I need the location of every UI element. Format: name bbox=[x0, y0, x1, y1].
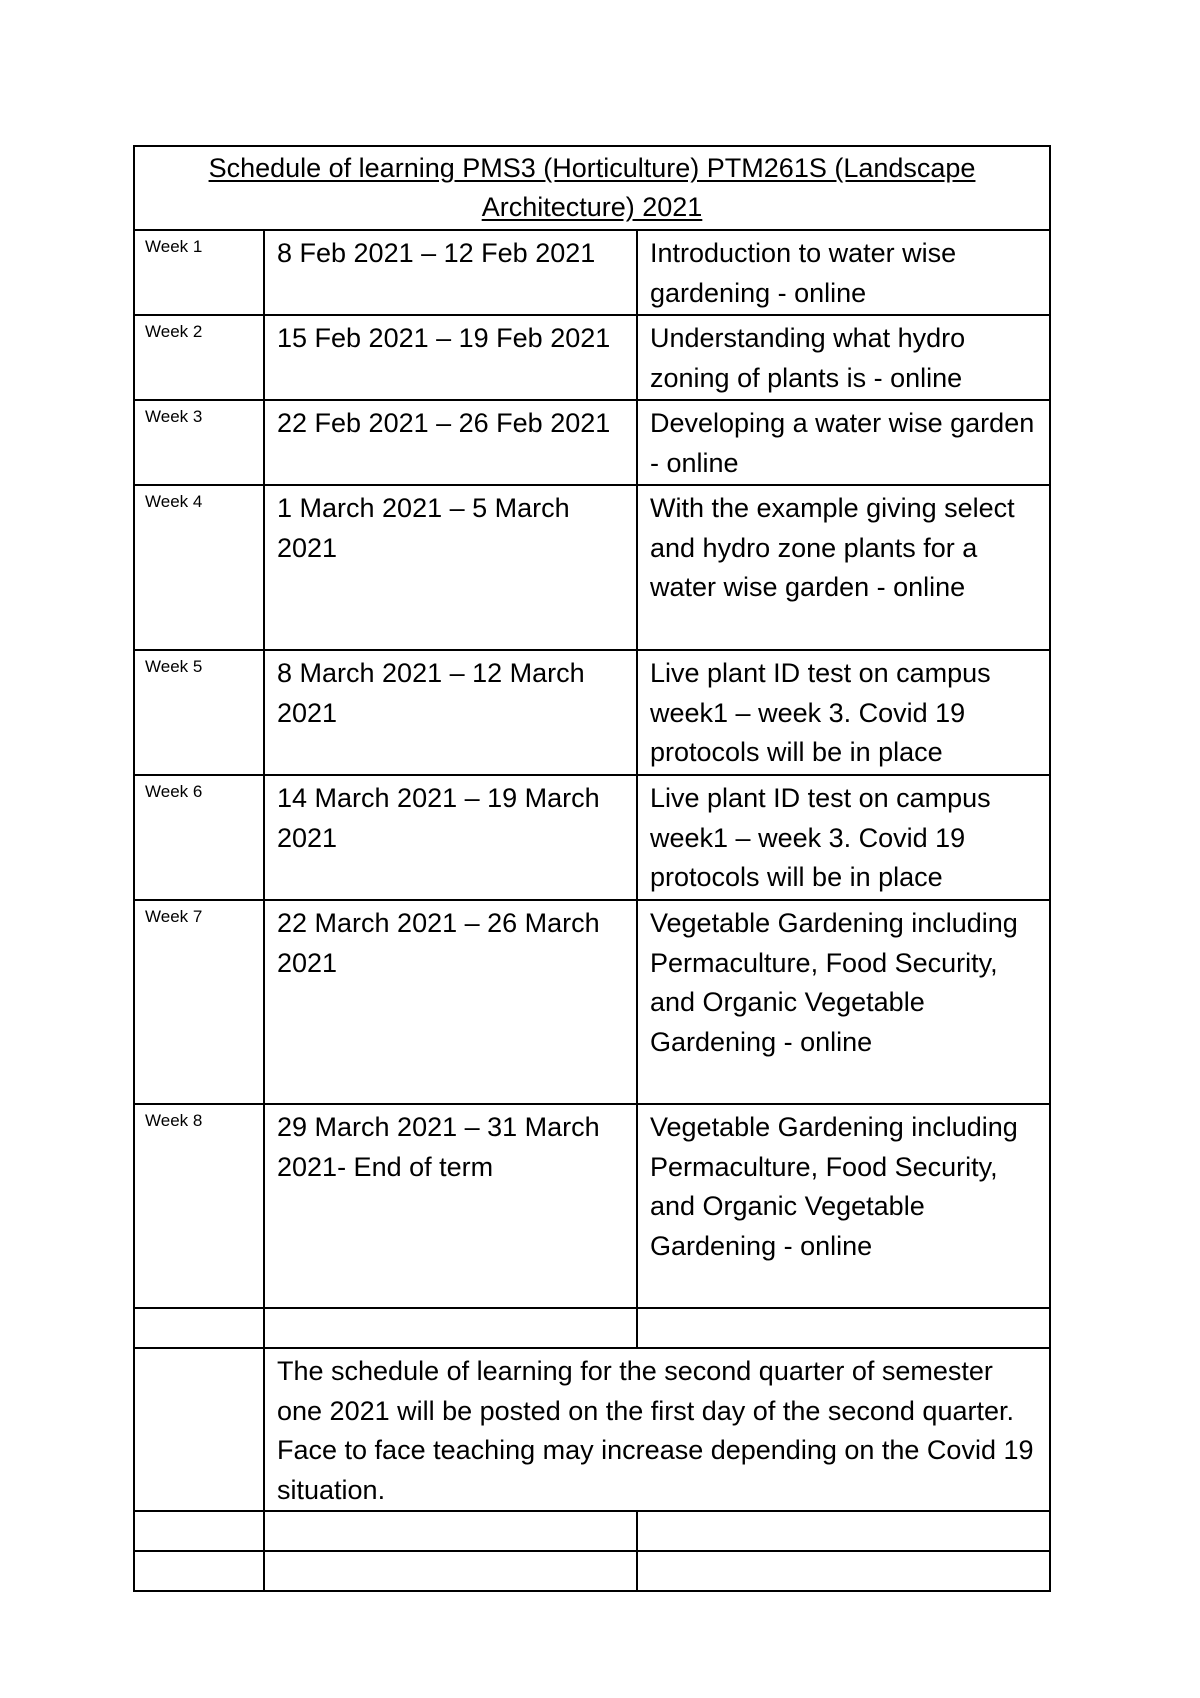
week-label: Week 6 bbox=[134, 775, 264, 900]
week-label: Week 3 bbox=[134, 400, 264, 485]
week-label: Week 5 bbox=[134, 650, 264, 775]
empty-cell bbox=[264, 1551, 637, 1591]
empty-cell bbox=[637, 1308, 1050, 1348]
week-topic: Vegetable Gardening including Permaculture, Food Security, and Organic Vegetable Gardening - online bbox=[637, 900, 1050, 1104]
empty-cell bbox=[637, 1511, 1050, 1551]
week-dates: 22 Feb 2021 – 26 Feb 2021 bbox=[264, 400, 637, 485]
week-dates: 8 March 2021 – 12 March 2021 bbox=[264, 650, 637, 775]
schedule-table bbox=[133, 145, 1051, 1592]
week-dates: 15 Feb 2021 – 19 Feb 2021 bbox=[264, 315, 637, 400]
schedule-title: Schedule of learning PMS3 (Horticulture) PTM261S (Landscape Architecture) 2021 bbox=[208, 153, 976, 222]
table-row bbox=[134, 230, 1050, 315]
week-label: Week 2 bbox=[134, 315, 264, 400]
empty-cell bbox=[134, 1348, 264, 1511]
empty-cell bbox=[264, 1308, 637, 1348]
title-cell bbox=[134, 146, 1050, 230]
week-label: Week 4 bbox=[134, 485, 264, 650]
empty-cell bbox=[134, 1551, 264, 1591]
empty-cell bbox=[264, 1511, 637, 1551]
table-row bbox=[134, 1104, 1050, 1308]
week-dates: 22 March 2021 – 26 March 2021 bbox=[264, 900, 637, 1104]
empty-row bbox=[134, 1308, 1050, 1348]
schedule-note: The schedule of learning for the second quarter of semester one 2021 will be posted on the first day of the second quarter. Face to face teaching may increase depending on the Covid 19 situation. bbox=[264, 1348, 1050, 1511]
title-row bbox=[134, 146, 1050, 230]
week-label: Week 8 bbox=[134, 1104, 264, 1308]
empty-row bbox=[134, 1511, 1050, 1551]
table-row bbox=[134, 315, 1050, 400]
table-row bbox=[134, 400, 1050, 485]
empty-cell bbox=[134, 1308, 264, 1348]
week-dates: 14 March 2021 – 19 March 2021 bbox=[264, 775, 637, 900]
week-topic: Vegetable Gardening including Permaculture, Food Security, and Organic Vegetable Gardening - online bbox=[637, 1104, 1050, 1308]
week-topic: Live plant ID test on campus week1 – week 3. Covid 19 protocols will be in place bbox=[637, 775, 1050, 900]
empty-cell bbox=[134, 1511, 264, 1551]
note-row bbox=[134, 1348, 1050, 1511]
week-label: Week 1 bbox=[134, 230, 264, 315]
week-topic: Understanding what hydro zoning of plants is - online bbox=[637, 315, 1050, 400]
table-row bbox=[134, 650, 1050, 775]
week-dates: 29 March 2021 – 31 March 2021- End of term bbox=[264, 1104, 637, 1308]
empty-cell bbox=[637, 1551, 1050, 1591]
table-row bbox=[134, 485, 1050, 650]
week-topic: With the example giving select and hydro zone plants for a water wise garden - online bbox=[637, 485, 1050, 650]
week-topic: Live plant ID test on campus week1 – week 3. Covid 19 protocols will be in place bbox=[637, 650, 1050, 775]
week-dates: 8 Feb 2021 – 12 Feb 2021 bbox=[264, 230, 637, 315]
week-topic: Developing a water wise garden - online bbox=[637, 400, 1050, 485]
empty-row bbox=[134, 1551, 1050, 1591]
week-topic: Introduction to water wise gardening - online bbox=[637, 230, 1050, 315]
week-dates: 1 March 2021 – 5 March 2021 bbox=[264, 485, 637, 650]
table-row bbox=[134, 900, 1050, 1104]
week-label: Week 7 bbox=[134, 900, 264, 1104]
table-row bbox=[134, 775, 1050, 900]
